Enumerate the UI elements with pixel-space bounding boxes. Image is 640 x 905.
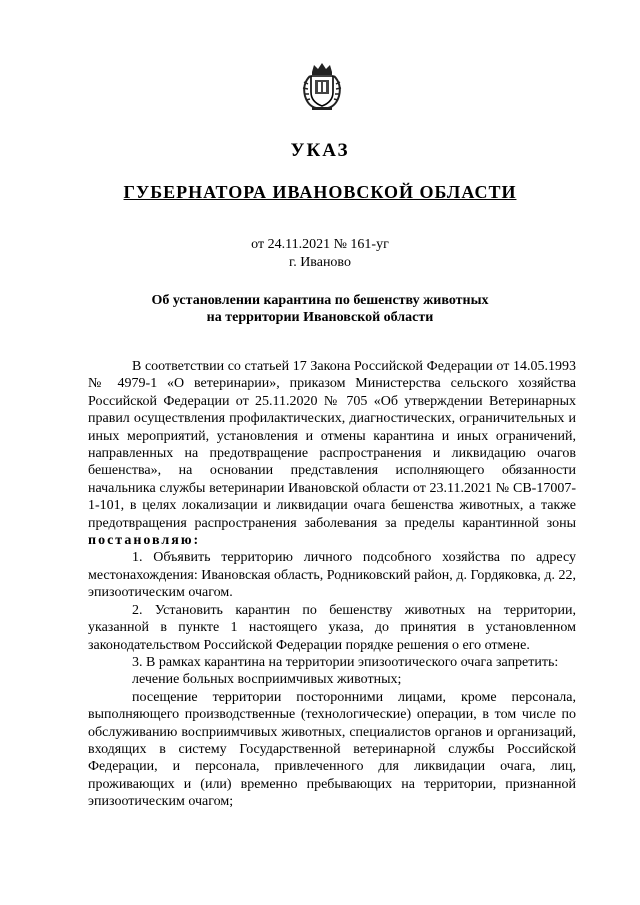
city: г. Иваново xyxy=(289,255,351,270)
item-3-subitem-b: посещение территории посторонними лицами, кроме персонала, выполняющего производственные (технологические) операции, в том числе по обслуживанию восприимчивых животных, специалистов органов и организаций, входящих в систему Государственной ветеринарной службы Российской Федерации, и персонала, привлеченного для ликвидации очага, лиц, проживающих и (или) временно пребывающих на территории, признанной эпизоотическим очагом; xyxy=(88,689,576,810)
date-number: от 24.11.2021 № 161-уг xyxy=(251,237,389,252)
decree-body xyxy=(88,358,576,811)
item-1-paragraph: 1. Объявить территорию личного подсобного хозяйства по адресу местонахождения: Ивановская область, Родниковский район, д. Гордяковка, д. 22, эпизоотическим очагом. xyxy=(88,550,576,601)
subject-line-2: на территории Ивановской области xyxy=(206,310,434,325)
preamble-text: В соответствии со статьей 17 Закона Российской Федерации от 14.05.1993 № 4979-1 «О ветеринарии», приказом Министерства сельского хозяйства Российской Федерации от 25.11.2020 № 705 «Об утверждении Ветеринарных правил осуществления профилактических, диагностических, ограничительных и иных мероприятий, установления и отмены карантина и иных ограничений, направленных на предотвращение распространения и ликвидацию очагов бешенства», на основании представления исполняющего обязанности начальника службы ветеринарии Ивановской области от 23.11.2021 № СВ-17007-1-101, в целях локализации и ликвидации очага бешенства животных, а также предотвращения распространения заболевания за пределы карантинной зоны xyxy=(88,359,576,531)
decree-subject xyxy=(80,292,560,326)
item-3-subitem-a: лечение больных восприимчивых животных; xyxy=(132,672,402,688)
issuer-title: ГУБЕРНАТОРА ИВАНОВСКОЙ ОБЛАСТИ xyxy=(123,182,517,202)
item-2-paragraph: 2. Установить карантин по бешенству животных на территории, указанной в пункте 1 настоящего указа, до принятия в установленном законодательством Российской Федерации порядке решения о его отмене. xyxy=(88,602,576,653)
subject-line-1: Об установлении карантина по бешенству животных xyxy=(151,293,489,308)
item-3-paragraph: 3. В рамках карантина на территории эпизоотического очага запретить: xyxy=(132,654,559,670)
coat-of-arms-icon xyxy=(300,62,344,112)
document-type-title: УКАЗ xyxy=(290,140,350,161)
decree-word: постановляю: xyxy=(88,533,201,549)
preamble-paragraph xyxy=(88,358,576,549)
date-and-number-block xyxy=(0,236,640,272)
